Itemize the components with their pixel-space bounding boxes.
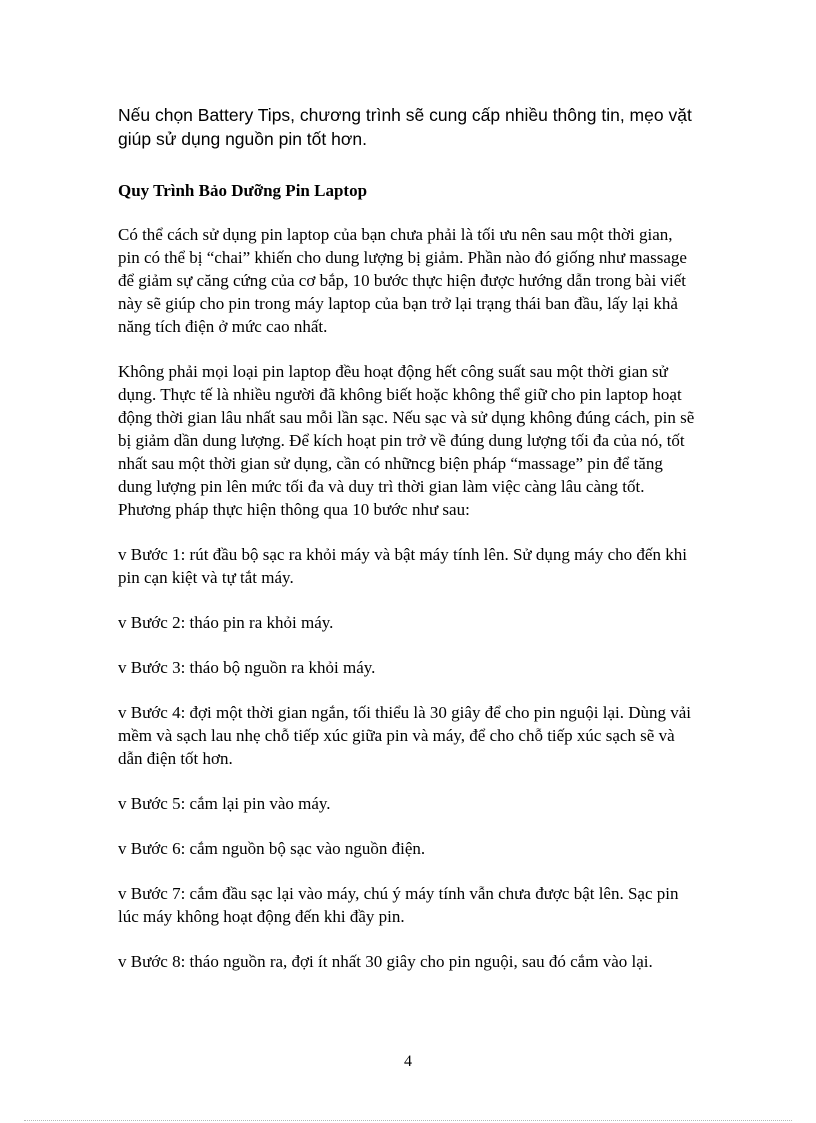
step-2: v Bước 2: tháo pin ra khỏi máy. bbox=[118, 613, 334, 632]
step-5: v Bước 5: cắm lại pin vào máy. bbox=[118, 794, 331, 813]
step-4: v Bước 4: đợi một thời gian ngắn, tối thiểu là 30 giây để cho pin nguội lại. Dùng vải mềm và sạch lau nhẹ chỗ tiếp xúc giữa pin và máy, để cho chỗ tiếp xúc sạch sẽ và dẫn điện tốt hơn. bbox=[118, 703, 692, 768]
paragraph-1: Có thể cách sử dụng pin laptop của bạn chưa phải là tối ưu nên sau một thời gian, pin có thể bị “chai” khiến cho dung lượng bị giảm. Phần nào đó giống như massage để giảm sự căng cứng của cơ bắp, 10 bước thực hiện được hướng dẫn trong bài viết này sẽ giúp cho pin trong máy laptop của bạn trở lại trạng thái ban đầu, lấy lại khả năng tích điện ở mức cao nhất. bbox=[118, 225, 687, 336]
intro-paragraph: Nếu chọn Battery Tips, chương trình sẽ cung cấp nhiều thông tin, mẹo vặt giúp sử dụng nguồn pin tốt hơn. bbox=[118, 105, 692, 149]
paragraph-2: Không phải mọi loại pin laptop đều hoạt động hết công suất sau một thời gian sử dụng. Thực tế là nhiều người đã không biết hoặc không thể giữ cho pin laptop hoạt động thời gian lâu nhất sau mỗi lần sạc. Nếu sạc và sử dụng không đúng cách, pin sẽ bị giảm dần dung lượng. Để kích hoạt pin trở về đúng dung lượng tối đa của nó, tốt nhất sau một thời gian sử dụng, cần có nhữncg biện pháp “massage” pin để tăng dung lượng pin lên mức tối đa và duy trì thời gian làm việc càng lâu càng tốt. Phương pháp thực hiện thông qua 10 bước như sau: bbox=[118, 362, 695, 519]
step-8: v Bước 8: tháo nguồn ra, đợi ít nhất 30 giây cho pin nguội, sau đó cắm vào lại. bbox=[118, 952, 653, 971]
page-bottom-border bbox=[24, 1120, 792, 1121]
page-content bbox=[118, 103, 698, 995]
step-7: v Bước 7: cắm đầu sạc lại vào máy, chú ý máy tính vẫn chưa được bật lên. Sạc pin lúc máy không hoạt động đến khi đầy pin. bbox=[118, 884, 679, 926]
section-heading: Quy Trình Bảo Dưỡng Pin Laptop bbox=[118, 181, 368, 200]
step-1: v Bước 1: rút đầu bộ sạc ra khỏi máy và bật máy tính lên. Sử dụng máy cho đến khi pin cạn kiệt và tự tắt máy. bbox=[118, 545, 687, 587]
page-number: 4 bbox=[404, 1053, 412, 1070]
step-3: v Bước 3: tháo bộ nguồn ra khỏi máy. bbox=[118, 658, 376, 677]
step-6: v Bước 6: cắm nguồn bộ sạc vào nguồn điện. bbox=[118, 839, 426, 858]
